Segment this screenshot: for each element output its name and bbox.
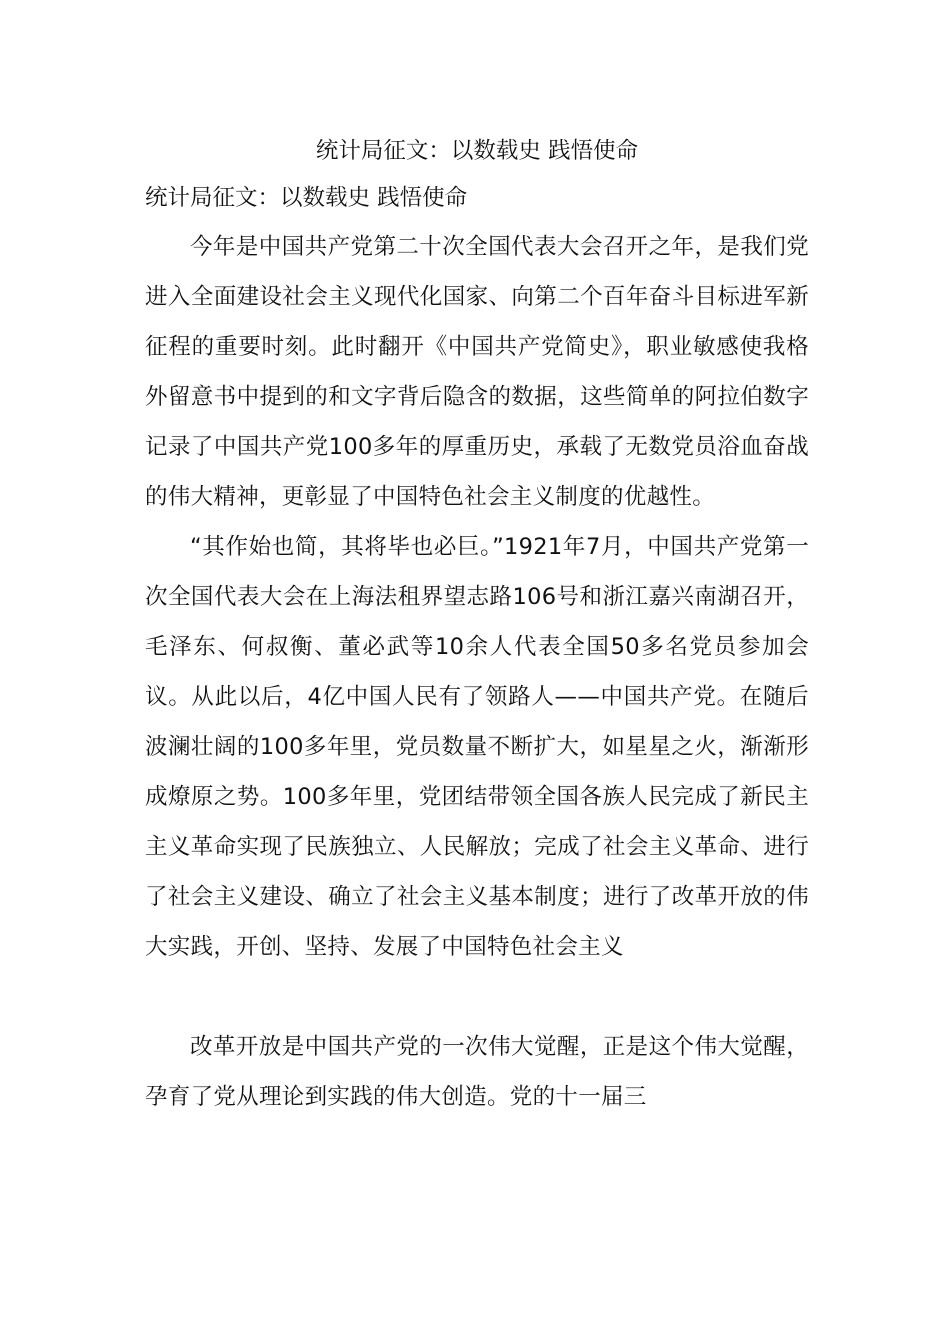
paragraph-intro: 今年是中国共产党第二十次全国代表大会召开之年，是我们党进入全面建设社会主义现代化国家、向第二个百年奋斗目标进军新征程的重要时刻。此时翻开《中国共产党简史》，职业敏感使我格外留意书中提到的和文字背后隐含的数据，这些简单的阿拉伯数字记录了中国共产党100多年的厚重历史，承载了无数党员浴血奋战的伟大精神，更彰显了中国特色社会主义制度的优越性。 — [145, 234, 809, 510]
document-body — [145, 128, 809, 1122]
paragraph-history: “其作始也简，其将毕也必巨。”1921年7月，中国共产党第一次全国代表大会在上海法租界望志路106号和浙江嘉兴南湖召开，毛泽东、何叔衡、董必武等10余人代表全国50多名党员参加会议。从此以后，4亿中国人民有了领路人——中国共产党。在随后波澜壮阔的100多年里，党员数量不断扩大，如星星之火，渐渐形成燎原之势。100多年里，党团结带领全国各族人民完成了新民主主义革命实现了民族独立、人民解放；完成了社会主义革命、进行了社会主义建设、确立了社会主义基本制度；进行了改革开放的伟大实践，开创、坚持、发展了中国特色社会主义 — [145, 534, 809, 960]
document-title: 统计局征文：以数载史 践悟使命 — [315, 138, 639, 164]
paragraph-reform: 改革开放是中国共产党的一次伟大觉醒，正是这个伟大觉醒，孕育了党从理论到实践的伟大创造。党的十一届三 — [145, 1034, 809, 1110]
document-subtitle: 统计局征文：以数载史 践悟使命 — [145, 185, 468, 211]
